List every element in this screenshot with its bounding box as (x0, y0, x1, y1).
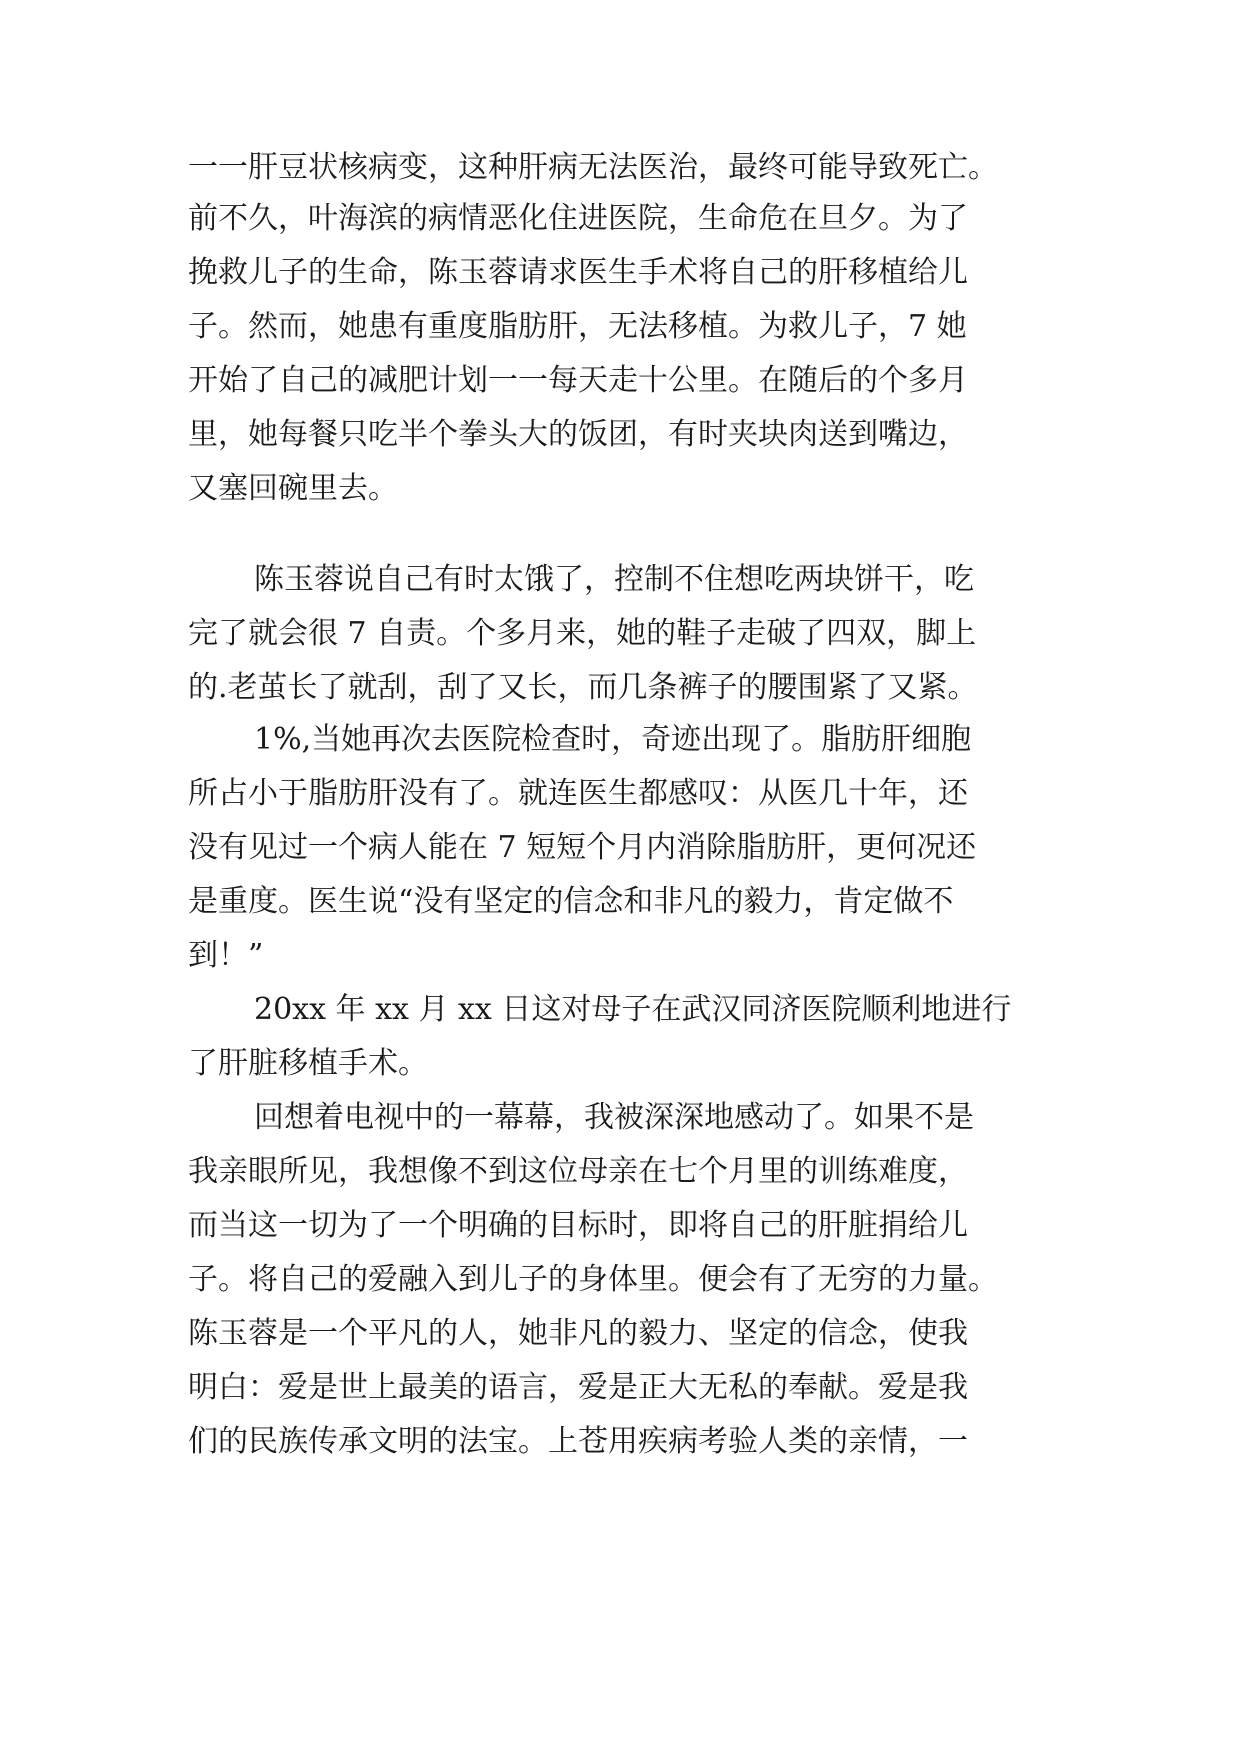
text-line: 的.老茧长了就刮，刮了又长，而几条裤子的腰围紧了又紧。 (188, 670, 978, 705)
text-line: 1%,当她再次去医院检查时，奇迹出现了。脂肪肝细胞 (254, 722, 972, 757)
text-line: 完了就会很 7 自责。个多月来，她的鞋子走破了四双，脚上 (188, 616, 977, 651)
text-line: 一一肝豆状核病变，这种肝病无法医治，最终可能导致死亡。 (188, 150, 998, 185)
text-line: 前不久，叶海滨的病情恶化住进医院，生命危在旦夕。为了 (188, 201, 968, 236)
text-line: 明白：爱是世上最美的语言，爱是正大无私的奉献。爱是我 (188, 1370, 968, 1405)
text-line: 是重度。医生说“没有坚定的信念和非凡的毅力，肯定做不 (188, 884, 954, 919)
text-line: 所占小于脂肪肝没有了。就连医生都感叹：从医几十年，还 (188, 776, 968, 811)
text-line: 又塞回碗里去。 (188, 471, 398, 506)
text-line: 陈玉蓉说自己有时太饿了，控制不住想吃两块饼干，吃 (254, 562, 974, 597)
text-line: 到！” (188, 938, 264, 973)
text-line: 而当这一切为了一个明确的目标时，即将自己的肝脏捐给儿 (188, 1208, 968, 1243)
text-line: 我亲眼所见，我想像不到这位母亲在七个月里的训练难度， (188, 1154, 968, 1189)
text-line: 20xx 年 xx 月 xx 日这对母子在武汉同济医院顺利地进行 (254, 992, 1012, 1027)
text-line: 里，她每餐只吃半个拳头大的饭团，有时夹块肉送到嘴边， (188, 417, 968, 452)
text-line: 子。然而，她患有重度脂肪肝，无法移植。为救儿子，7 她 (188, 309, 967, 344)
text-line: 陈玉蓉是一个平凡的人，她非凡的毅力、坚定的信念，使我 (188, 1316, 968, 1351)
text-line: 开始了自己的减肥计划一一每天走十公里。在随后的个多月 (188, 363, 968, 398)
text-line: 们的民族传承文明的法宝。上苍用疾病考验人类的亲情，一 (188, 1424, 968, 1459)
text-line: 了肝脏移植手术。 (188, 1046, 428, 1081)
text-line: 回想着电视中的一幕幕，我被深深地感动了。如果不是 (254, 1100, 974, 1135)
text-line: 没有见过一个病人能在 7 短短个月内消除脂肪肝，更何况还 (188, 830, 977, 865)
text-line: 子。将自己的爱融入到儿子的身体里。便会有了无穷的力量。 (188, 1262, 998, 1297)
text-line: 挽救儿子的生命，陈玉蓉请求医生手术将自己的肝移植给儿 (188, 255, 968, 290)
